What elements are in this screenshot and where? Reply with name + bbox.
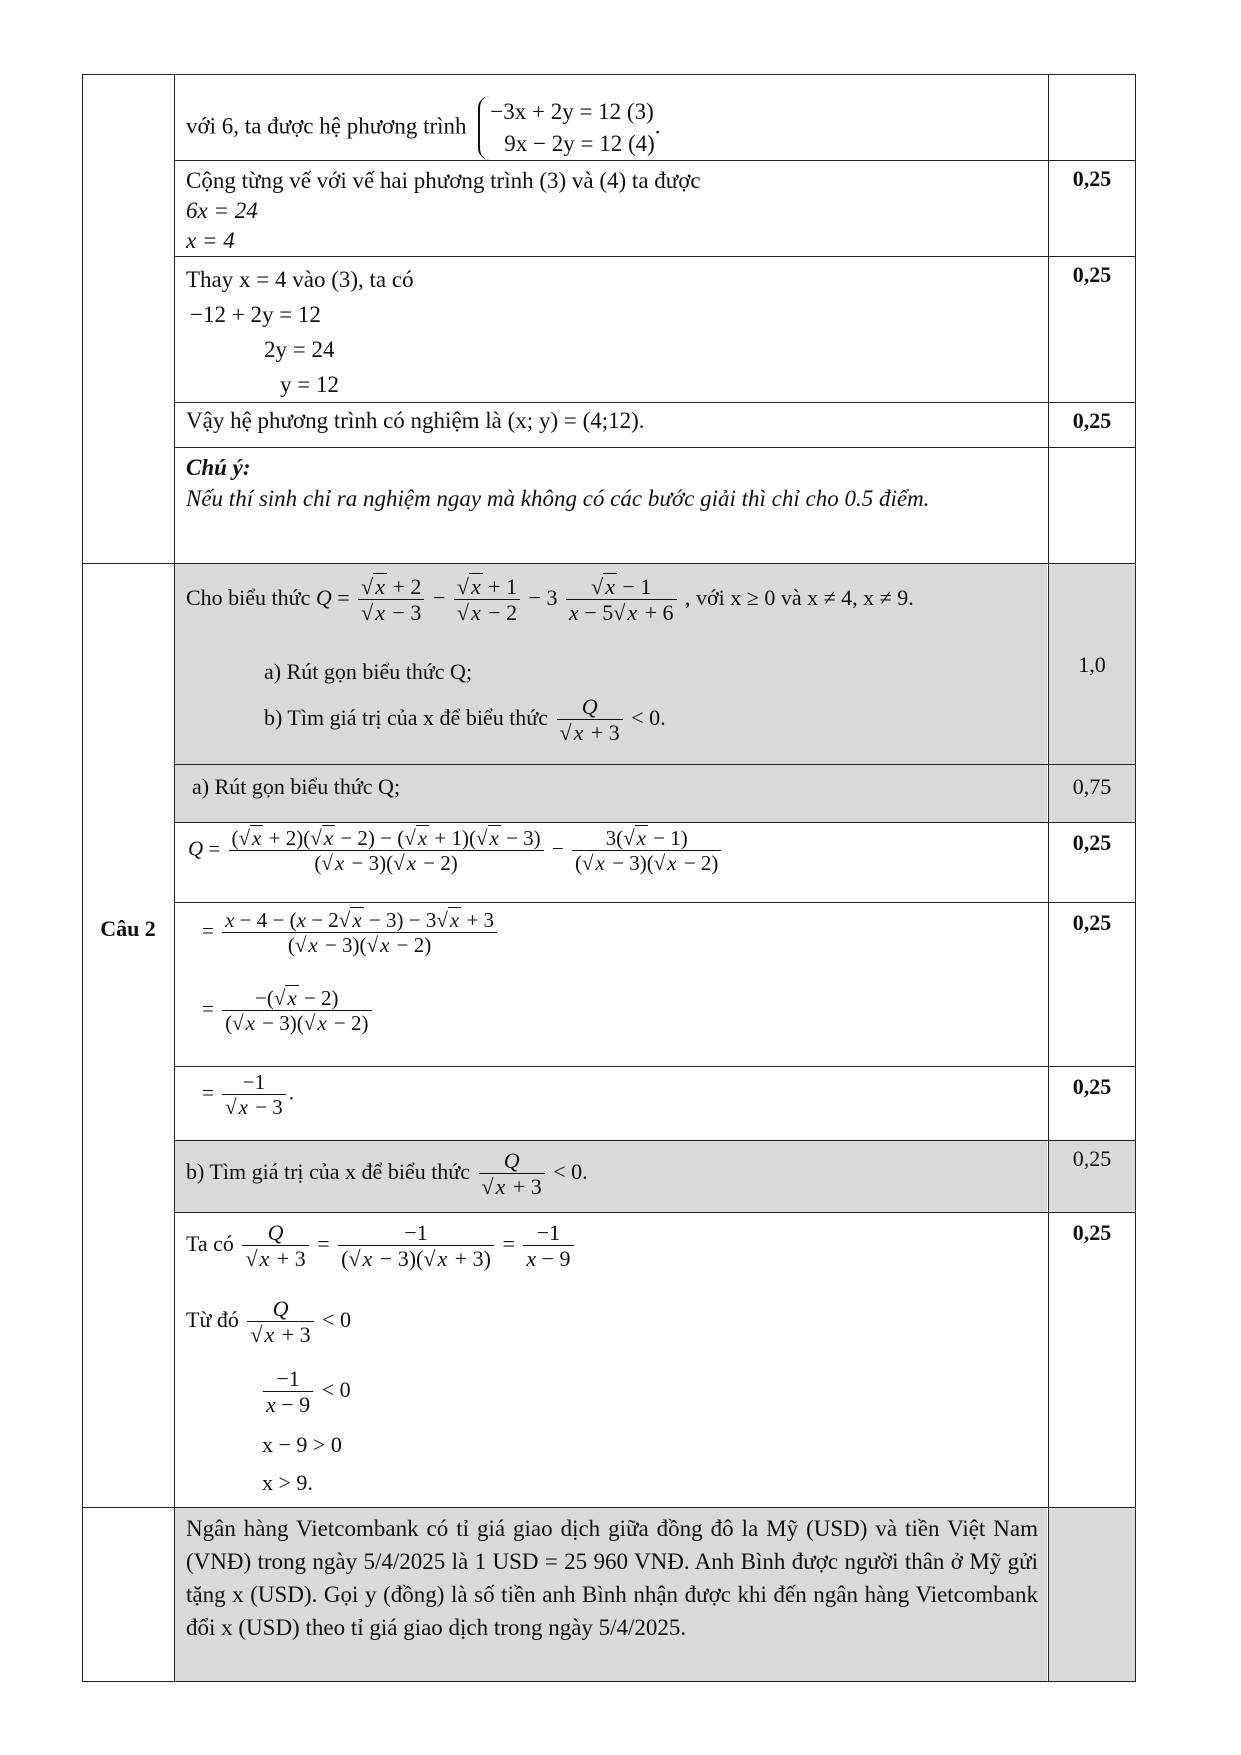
row8-expression: Q = $\frac{(√x + 2)(√x - 2) - (√x + 1)(√x - 3)}{(√x - 3)(√x - 2)}$ − $\frac{3(√x - 1)}{(√x - 3)(√x - 2)}$: [188, 826, 724, 875]
row12-line2: Từ đó $\frac{Q}{√x + 3}$ < 0: [186, 1296, 352, 1348]
fraction: $\frac{Q}{√x + 3}$: [247, 1296, 313, 1348]
note-title: Chú ý:: [186, 455, 251, 480]
row2-line1: 6x = 24: [186, 198, 258, 223]
row11-score: 0,25: [1072, 1146, 1112, 1171]
fraction: $\frac{-1}{√x - 3}$: [222, 1070, 286, 1119]
row11-text: b) Tìm giá trị của x để biểu thức: [186, 1158, 470, 1184]
row-line: [174, 256, 1136, 257]
row11-expression: [186, 1148, 588, 1200]
fraction: $\frac{x - 4 - (x - 2√x - 3) - 3√x + 3}{(√x - 3)(√x - 2)}$: [222, 908, 497, 957]
fraction: $\frac{-1}{(√x - 3)(√x + 3)}$: [338, 1220, 494, 1272]
question-label: Câu 2: [100, 916, 156, 941]
row-line: [82, 1507, 1136, 1508]
row-line: [174, 447, 1136, 448]
row-line: [174, 764, 1136, 765]
row-line: [174, 902, 1136, 903]
column-divider-right: [1048, 74, 1049, 1682]
row4-text: Vậy hệ phương trình có nghiệm là (x; y) = (4;12).: [186, 408, 645, 433]
row6-part-b-end: < 0.: [631, 704, 666, 730]
fraction: $\frac{√x + 2}{√x - 3}$: [358, 574, 424, 626]
row-line: [174, 1066, 1136, 1067]
row6-part-b-text: b) Tìm giá trị của x để biểu thức: [264, 704, 548, 730]
row12-taco: Ta có: [186, 1230, 234, 1256]
note-body: Nếu thí sinh chỉ ra nghiệm ngay mà không có các bước giải thì chỉ cho 0.5 điểm.: [186, 486, 930, 511]
row6-part-a: a) Rút gọn biểu thức Q;: [264, 659, 473, 684]
fraction: $\frac{√x + 1}{√x - 2}$: [454, 574, 520, 626]
row3-score: 0,25: [1072, 262, 1112, 287]
row5-content: [186, 452, 1036, 514]
row1-text: với 6, ta được hệ phương trình: [186, 113, 467, 139]
answer-key-table: [82, 74, 1136, 1682]
row12-line4: x − 9 > 0: [262, 1432, 342, 1457]
row8-score: 0,25: [1072, 830, 1112, 855]
row3-line3: y = 12: [280, 372, 339, 397]
row2-score: 0,25: [1072, 166, 1112, 191]
row11-end: < 0.: [553, 1158, 588, 1184]
fraction: $\frac{-1}{x - 9}$: [263, 1366, 313, 1418]
row6-part-b: [264, 694, 666, 746]
row7-text: a) Rút gọn biểu thức Q;: [192, 774, 401, 799]
row12-line5: x > 9.: [262, 1470, 313, 1495]
equation-system: [478, 96, 655, 160]
column-divider-left: [174, 74, 175, 1682]
row12-score: 0,25: [1072, 1220, 1112, 1245]
row4-score: 0,25: [1072, 408, 1112, 433]
row12-line1: Ta có $\frac{Q}{√x + 3}$ = $\frac{-1}{(√x - 3)(√x + 3)}$ = $\frac{-1}{x - 9}$: [186, 1220, 577, 1272]
row-line: [174, 1140, 1136, 1141]
row-line: [174, 1212, 1136, 1213]
row2-line2: x = 4: [186, 228, 235, 253]
fraction: $\frac{√x - 1}{x - 5√x + 6}$: [566, 574, 676, 626]
fraction: $\frac{Q}{√x + 3}$: [557, 694, 623, 746]
row6-prefix: Cho biểu thức: [186, 584, 311, 610]
fraction: $\frac{(√x + 2)(√x - 2) - (√x + 1)(√x - 3)}{(√x - 3)(√x - 2)}$: [229, 826, 544, 875]
row1-content: với 6, ta được hệ phương trình −3x + 2y = 12 (3) 9x − 2y = 12 (4) .: [186, 96, 661, 160]
fraction: $\frac{Q}{√x + 3}$: [479, 1148, 545, 1200]
row3-content: [186, 262, 414, 402]
row-line: [82, 563, 1136, 564]
row6-condition: , với x ≥ 0 và x ≠ 4, x ≠ 9.: [685, 584, 914, 610]
row6-score: 1,0: [1078, 652, 1106, 677]
fraction: $\frac{3(√x - 1)}{(√x - 3)(√x - 2)}$: [572, 826, 721, 875]
row2-text: Cộng từng vế với vế hai phương trình (3) và (4) ta được: [186, 168, 701, 193]
row13-score-shade: [1049, 1507, 1135, 1681]
row13-text: Ngân hàng Vietcombank có tỉ giá giao dịch giữa đồng đô la Mỹ (USD) và tiền Việt Nam (VNĐ) trong ngày 5/4/2025 là 1 USD = 25 960 VNĐ. Anh Bình được người thân ở Mỹ gửi tặng x (USD). Gọi y (đồng) là số tiền anh Bình nhận được khi đến ngân hàng Vietcombank đổi x (USD) theo tỉ giá giao dịch trong ngày 5/4/2025.: [186, 1516, 1038, 1640]
row9-step1: = $\frac{x - 4 - (x - 2√x - 3) - 3√x + 3}{(√x - 3)(√x - 2)}$: [202, 908, 500, 957]
row12-line3: $\frac{-1}{x - 9}$ < 0: [260, 1366, 351, 1418]
row10-score: 0,25: [1072, 1074, 1112, 1099]
equation-4: 9x − 2y = 12 (4): [504, 131, 655, 157]
row12-tudo: Từ đó: [186, 1306, 239, 1332]
row2-content: [186, 166, 701, 256]
row9-step2: = $\frac{-(√x - 2)}{(√x - 3)(√x - 2)}$: [202, 986, 375, 1035]
row9-score: 0,25: [1072, 910, 1112, 935]
row7-score: 0,75: [1072, 774, 1112, 799]
row3-line2: 2y = 24: [264, 337, 335, 362]
fraction: $\frac{-(√x - 2)}{(√x - 3)(√x - 2)}$: [222, 986, 371, 1035]
row3-text: Thay x = 4 vào (3), ta có: [186, 267, 414, 292]
row10-expression: = $\frac{-1}{√x - 3}$ .: [202, 1070, 295, 1120]
row6-expression: Cho biểu thức Q = $\frac{√x + 2}{√x - 3}$ − $\frac{√x + 1}{√x - 2}$ − 3 $\frac{√x - 1}{x - 5√x + 6}$ , với x ≥ 0 và x ≠ 4, x ≠ 9.: [186, 574, 914, 626]
fraction: $\frac{-1}{x - 9}$: [523, 1220, 573, 1272]
row-line: [174, 822, 1136, 823]
equation-3: −3x + 2y = 12 (3): [490, 99, 654, 124]
fraction: $\frac{Q}{√x + 3}$: [242, 1220, 308, 1272]
row-line: [174, 402, 1136, 403]
row3-line1: −12 + 2y = 12: [190, 302, 321, 327]
